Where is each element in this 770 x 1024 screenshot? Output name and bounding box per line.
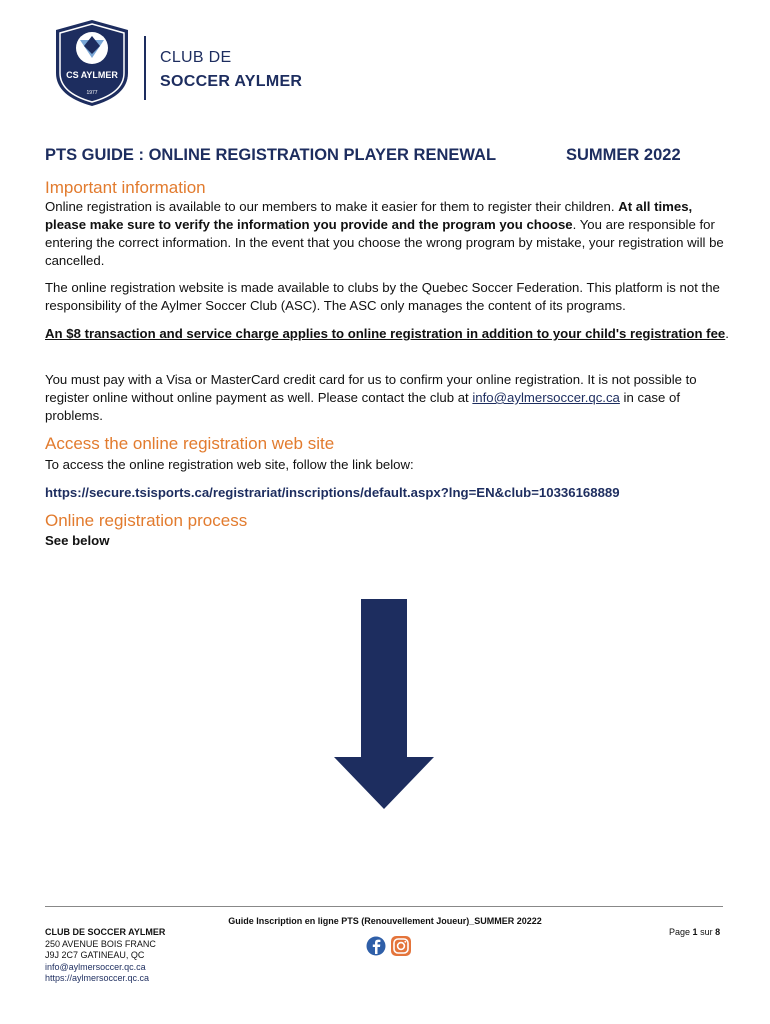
facebook-icon[interactable] [367, 937, 386, 956]
access-instructions: To access the online registration web site, follow the link below: [45, 457, 414, 472]
text: Online registration is available to our members to make it easier for them to register their children. [45, 199, 619, 214]
header-divider [144, 36, 146, 100]
down-arrow-icon [334, 599, 434, 809]
footer-divider [45, 906, 723, 907]
email-link[interactable]: info@aylmersoccer.qc.ca [472, 390, 620, 405]
logo-text: CS AYLMER [66, 70, 118, 80]
club-name-line1: CLUB DE [160, 49, 232, 66]
text: . You are responsible for entering the correct information. In the event that you choose the wrong program by mistake, your registration will be cancelled. [45, 217, 724, 268]
paragraph-registration-info [45, 198, 735, 270]
page-number [669, 927, 720, 937]
footer-address-line2: J9J 2C7 GATINEAU, QC [45, 950, 145, 960]
instagram-icon[interactable] [391, 936, 411, 956]
fee-notice: An $8 transaction and service charge applies to online registration in addition to your child's registration fee [45, 326, 726, 341]
paragraph-platform-info: The online registration website is made available to clubs by the Quebec Soccer Federation. This platform is not the responsibility of the Aylmer Soccer Club (ASC). The ASC only manages the content of its programs. [45, 280, 720, 313]
footer-document-title: Guide Inscription en ligne PTS (Renouvellement Joueur)_SUMMER 20222 [228, 916, 542, 926]
club-name [160, 46, 302, 94]
document-title: PTS GUIDE : ONLINE REGISTRATION PLAYER RENEWAL [45, 146, 497, 164]
page-of: sur [700, 927, 713, 937]
footer-club-name: CLUB DE SOCCER AYLMER [45, 927, 166, 937]
page-current: 1 [692, 927, 698, 937]
footer-address-line1: 250 AVENUE BOIS FRANC [45, 938, 156, 949]
page-total: 8 [715, 927, 721, 937]
heading-important-information: Important information [45, 178, 206, 197]
club-name-line2: SOCCER AYLMER [160, 73, 303, 90]
club-crest-logo [52, 18, 132, 108]
text: You must pay with a Visa or MasterCard credit card for us to confirm your online registration. It is not possible to register online without online payment as well. Please contact the club at [45, 372, 697, 405]
paragraph-fee-info [45, 325, 735, 343]
text: . [725, 326, 729, 341]
logo-year: 1977 [86, 90, 98, 96]
social-icons [366, 935, 412, 957]
footer-website-link[interactable]: https://aylmersoccer.qc.ca [45, 973, 150, 983]
heading-access-website: Access the online registration web site [45, 434, 335, 453]
season-label: SUMMER 2022 [566, 146, 681, 164]
page-label: Page [669, 927, 691, 937]
see-below-text: See below [45, 533, 110, 548]
registration-url-link[interactable]: https://secure.tsisports.ca/registrariat/inscriptions/default.aspx?lng=EN&club=10336168889 [45, 485, 620, 500]
paragraph-payment-info [45, 371, 735, 425]
footer-address [45, 927, 165, 985]
heading-registration-process: Online registration process [45, 511, 248, 530]
footer-email-link[interactable]: info@aylmersoccer.qc.ca [45, 961, 146, 972]
text-bold: At all times, please make sure to verify the information you provide and the program you choose [45, 199, 693, 232]
text: in case of problems. [45, 390, 681, 423]
